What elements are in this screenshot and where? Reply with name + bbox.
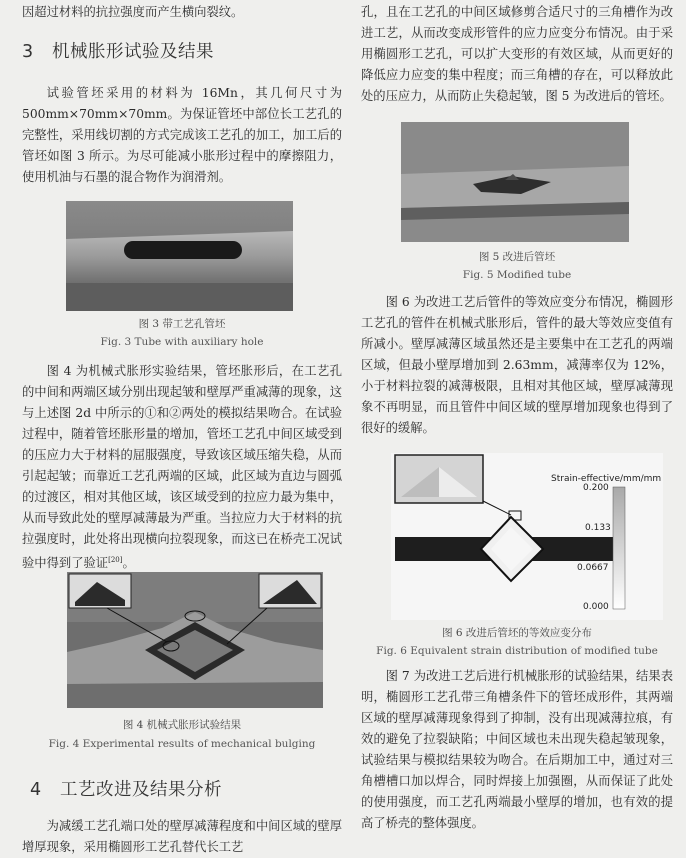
bulging-result-photo — [67, 572, 323, 708]
paragraph-experiment-results: 图 7 为改进工艺后进行机械胀形的试验结果，结果表明，椭圆形工艺孔带三角槽条件下的管坯成形件，其两端区域的壁厚减薄现象得到了抑制，没有出现减薄拉痕，有效的避免了拉裂缺陷；中间区域也未出现失稳起皱现象，试验结果与模拟结果较为吻合。在后期加工中，通过对三角槽槽口加以焊合，同时焊接上加强圈，从而保证了此处的使用强度，而工艺孔两端最小壁厚的增加，也有效的提高了桥壳的整体强度。 — [361, 669, 673, 830]
legend-colorbar — [613, 487, 625, 609]
section-3-heading — [22, 40, 214, 64]
section-3-number: 3 — [22, 42, 34, 62]
paragraph-bulging-text: 图 4 为机械式胀形实验结果，管坯胀形后，在工艺孔的中间和两端区域分别出现起皱和壁厚严重减薄的现象，这与上述图 2d 中所示的①和②两处的模拟结果吻合。在试验过程中，随着管坯胀形量的增加，管坯工艺孔中间区域受到的压应力大于材料的屈服强度，导致该区域压缩失稳，从而引起起皱；而靠近工艺孔两端的区域，此区域为直边与圆弧的过渡区，相对其他区域，该区域受到的拉应力最为集中，从而导致此处的壁厚减薄最为严重。当拉应力大于材料的抗拉强度时，此处将出现横向拉裂现象，而这已在桥壳工况试验中得到了验证 — [22, 364, 342, 571]
fig4-caption-en: Fig. 4 Experimental results of mechanical bulging — [48, 738, 316, 750]
fig6-caption-cn: 图 6 改进后管坯的等效应变分布 — [442, 627, 592, 639]
paragraph-strain-distribution: 图 6 为改进工艺后管件的等效应变分布情况，椭圆形工艺孔的管件在机械式胀形后，管件的最大等效应变值有所减小。壁厚减薄区域虽然还是主要集中在工艺孔的两端区域，但最小壁厚增加到 2.63mm，减薄率仅为 12%，小于材料拉裂的减薄极限，且相对其他区域，壁厚减薄现象不再明显，而且管件中间区域的壁厚增加现象也得到了很好的缓解。 — [361, 295, 673, 435]
fig4-caption-cn: 图 4 机械式胀形试验结果 — [122, 719, 242, 731]
strain-contour-plot — [391, 453, 663, 620]
paragraph-materials: 试验管坯采用的材料为 16Mn，其几何尺寸为 500mm×70mm×70mm。为保证管坯中部位长工艺孔的完整性，采用线切割的方式完成该工艺孔的加工，加工后的管坯如图 3 所示。为尽可能减小胀形过程中的摩擦阻力，使用机油与石墨的混合物作为润滑剂。 — [22, 86, 342, 184]
fig3-caption-cn: 图 3 带工艺孔管坯 — [138, 318, 226, 330]
figure-6 — [391, 453, 663, 620]
figure-4 — [67, 572, 323, 708]
paragraph-improvement: 为减缓工艺孔端口处的壁厚减薄程度和中间区域的壁厚增厚现象，采用椭圆形工艺孔替代长工艺 — [22, 819, 342, 854]
figure-3 — [66, 201, 293, 311]
legend-tick-2: 0.133 — [585, 523, 611, 533]
figure-5 — [401, 122, 629, 242]
section-4-number: 4 — [30, 780, 42, 800]
fig3-caption-en: Fig. 3 Tube with auxiliary hole — [100, 336, 264, 348]
legend-title: Strain-effective/mm/mm — [551, 474, 662, 484]
section-3-title: 机械胀形试验及结果 — [52, 42, 214, 62]
fig5-caption-cn: 图 5 改进后管坯 — [478, 251, 556, 263]
fig6-caption-en: Fig. 6 Equivalent strain distribution of modified tube — [376, 645, 658, 657]
paragraph-bulging-results — [22, 361, 342, 574]
paragraph-modified-process: 孔，且在工艺孔的中间区域修剪合适尺寸的三角槽作为改进工艺，从而改变成形管件的应力应变分布情况。由于采用椭圆形工艺孔，可以扩大变形的有效区域，从而更好的降低应力应变的集中程度；而三角槽的存在，可以释放此处的压应力，从而防止失稳起皱，图 5 为改进后的管坯。 — [361, 5, 673, 103]
citation-ref: [20] — [108, 556, 123, 564]
modified-tube-photo — [401, 122, 629, 242]
tube-with-hole-photo — [66, 201, 293, 311]
paragraph-bulging-end: 。 — [122, 556, 135, 571]
fig5-caption-en: Fig. 5 Modified tube — [462, 269, 572, 281]
legend-tick-4: 0.000 — [583, 602, 609, 612]
section-4-heading — [30, 778, 222, 802]
carryover-line: 因超过材料的抗拉强度而产生横向裂纹。 — [22, 5, 244, 19]
legend-tick-3: 0.0667 — [577, 563, 609, 573]
legend-tick-1: 0.200 — [583, 483, 609, 493]
section-4-title: 工艺改进及结果分析 — [60, 780, 222, 800]
